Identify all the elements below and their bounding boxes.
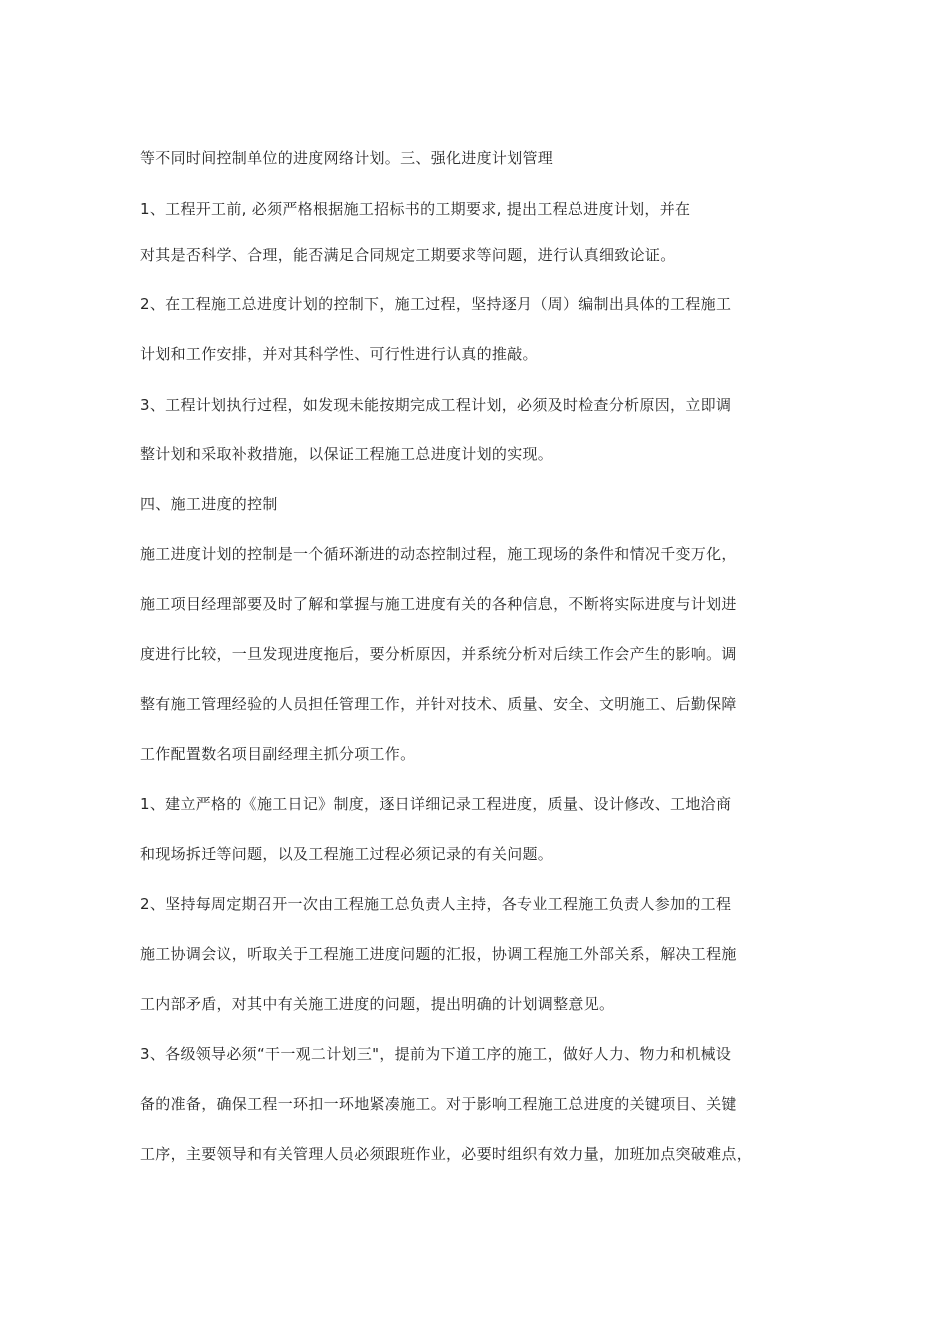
text-line-18: 工内部矛盾，对其中有关施工进度的问题，提出明确的计划调整意见。 [140,995,615,1013]
text-line-10: 施工项目经理部要及时了解和掌握与施工进度有关的各种信息，不断将实际进度与计划进 [140,595,737,613]
text-line-17: 施工协调会议，听取关于工程施工进度问题的汇报，协调工程施工外部关系，解决工程施 [140,945,737,963]
text-line-2: 1、工程开工前, 必须严格根据施工招标书的工期要求, 提出工程总进度计划，并在 [140,200,691,218]
text-line-4: 2、在工程施工总进度计划的控制下，施工过程，坚持逐月（周）编制出具体的工程施工 [140,295,732,313]
text-line-15: 和现场拆迁等问题，以及工程施工过程必须记录的有关问题。 [140,845,554,863]
text-line-9: 施工进度计划的控制是一个循环渐进的动态控制过程，施工现场的条件和情况千变万化， [140,545,737,563]
text-line-11: 度进行比较，一旦发现进度拖后，要分析原因，并系统分析对后续工作会产生的影响。调 [140,645,737,663]
text-line-5: 计划和工作安排，并对其科学性、可行性进行认真的推敲。 [140,345,538,363]
text-line-21: 工序，主要领导和有关管理人员必须跟班作业，必要时组织有效力量，加班加点突破难点， [140,1145,753,1163]
text-line-12: 整有施工管理经验的人员担任管理工作，并针对技术、质量、安全、文明施工、后勤保障 [140,695,737,713]
text-line-20: 备的准备，确保工程一环扣一环地紧凑施工。对于影响工程施工总进度的关键项目、关键 [140,1095,737,1113]
text-line-1: 等不同时间控制单位的进度网络计划。三、强化进度计划管理 [140,149,554,167]
text-line-19: 3、各级领导必须“干一观二计划三"，提前为下道工序的施工，做好人力、物力和机械设 [140,1045,732,1063]
section-heading: 四、施工进度的控制 [140,495,278,513]
text-line-16: 2、坚持每周定期召开一次由工程施工总负责人主持，各专业工程施工负责人参加的工程 [140,895,732,913]
text-line-3: 对其是否科学、合理，能否满足合同规定工期要求等问题，进行认真细致论证。 [140,246,676,264]
text-line-7: 整计划和采取补救措施，以保证工程施工总进度计划的实现。 [140,445,554,463]
text-line-13: 工作配置数名项目副经理主抓分项工作。 [140,745,416,763]
text-line-6: 3、工程计划执行过程，如发现未能按期完成工程计划，必须及时检查分析原因，立即调 [140,396,732,414]
text-line-14: 1、建立严格的《施工日记》制度，逐日详细记录工程进度，质量、设计修改、工地洽商 [140,795,732,813]
